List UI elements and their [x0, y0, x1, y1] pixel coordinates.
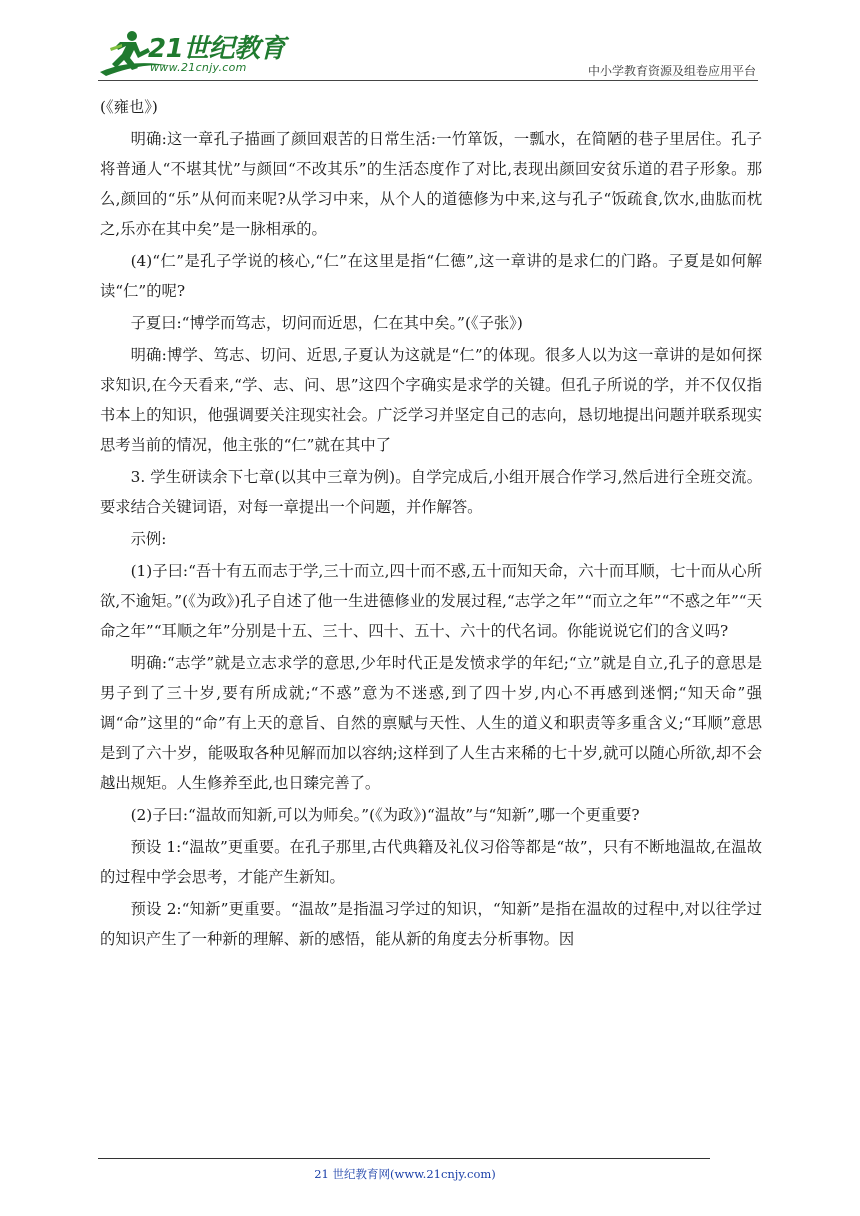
page-header — [0, 0, 860, 90]
footer-link[interactable]: 21 世纪教育网(www.21cnjy.com) — [314, 1167, 496, 1181]
logo-url: www.21cnjy.com — [150, 61, 247, 74]
paragraph: (1)子曰:“吾十有五而志于学,三十而立,四十而不惑,五十而知天命，六十而耳顺，七十而从心所欲,不逾矩。”(《为政》)孔子自述了他一生进德修业的发展过程,“志学之年”“而立之年”“不惑之年”“天命之年”“耳顺之年”分别是十五、三十、四十、五十、六十的代名词。你能说说它们的含义吗? — [100, 562, 762, 640]
paragraph: (4)“仁”是孔子学说的核心,“仁”在这里是指“仁德”,这一章讲的是求仁的门路。子夏是如何解读“仁”的呢? — [100, 252, 762, 300]
header-divider — [98, 80, 758, 81]
platform-name: 中小学教育资源及组卷应用平台 — [587, 64, 756, 78]
document-body — [100, 92, 762, 956]
paragraph: 明确:博学、笃志、切问、近思,子夏认为这就是“仁”的体现。很多人以为这一章讲的是如何探求知识,在今天看来,“学、志、问、思”这四个字确实是求学的关键。但孔子所说的学，并不仅仅指书本上的知识，他强调要关注现实社会。广泛学习并坚定自己的志向，恳切地提出问题并联系现实思考当前的情况，他主张的“仁”就在其中了 — [100, 346, 762, 454]
paragraph: 预设 2:“知新”更重要。“温故”是指温习学过的知识，“知新”是指在温故的过程中,对以往学过的知识产生了一种新的理解、新的感悟，能从新的角度去分析事物。因 — [100, 900, 762, 948]
footer-divider — [98, 1158, 710, 1159]
paragraph: 明确:这一章孔子描画了颜回艰苦的日常生活:一竹箪饭，一瓢水，在简陋的巷子里居住。孔子将普通人“不堪其忧”与颜回“不改其乐”的生活态度作了对比,表现出颜回安贫乐道的君子形象。那么,颜回的“乐”从何而来呢?从学习中来，从个人的道德修为中来,这与孔子“饭疏食,饮水,曲肱而枕之,乐亦在其中矣”是一脉相承的。 — [100, 130, 762, 238]
paragraph: 预设 1:“温故”更重要。在孔子那里,古代典籍及礼仪习俗等都是“故”，只有不断地温故,在温故的过程中学会思考，才能产生新知。 — [100, 838, 762, 886]
paragraph: 3. 学生研读余下七章(以其中三章为例)。自学完成后,小组开展合作学习,然后进行全班交流。要求结合关键词语，对每一章提出一个问题，并作解答。 — [100, 468, 762, 516]
paragraph: 子夏曰:“博学而笃志，切问而近思，仁在其中矣。”(《子张》) — [130, 314, 523, 332]
paragraph: (《雍也》) — [100, 98, 158, 116]
paragraph: 明确:“志学”就是立志求学的意思,少年时代正是发愤求学的年纪;“立”就是自立,孔子的意思是男子到了三十岁,要有所成就;“不惑”意为不迷惑,到了四十岁,内心不再感到迷惘;“知天命”强调“命”这里的“命”有上天的意旨、自然的禀赋与天性、人生的道义和职责等多重含义;“耳顺”意思是到了六十岁，能吸取各种见解而加以容纳;这样到了人生古来稀的七十岁,就可以随心所欲,却不会越出规矩。人生修养至此,也日臻完善了。 — [100, 654, 762, 792]
paragraph: (2)子曰:“温故而知新,可以为师矣。”(《为政》)“温故”与“知新”,哪一个更重要? — [130, 806, 640, 824]
paragraph: 示例: — [130, 530, 167, 548]
logo-text: 21世纪教育 — [148, 34, 286, 64]
